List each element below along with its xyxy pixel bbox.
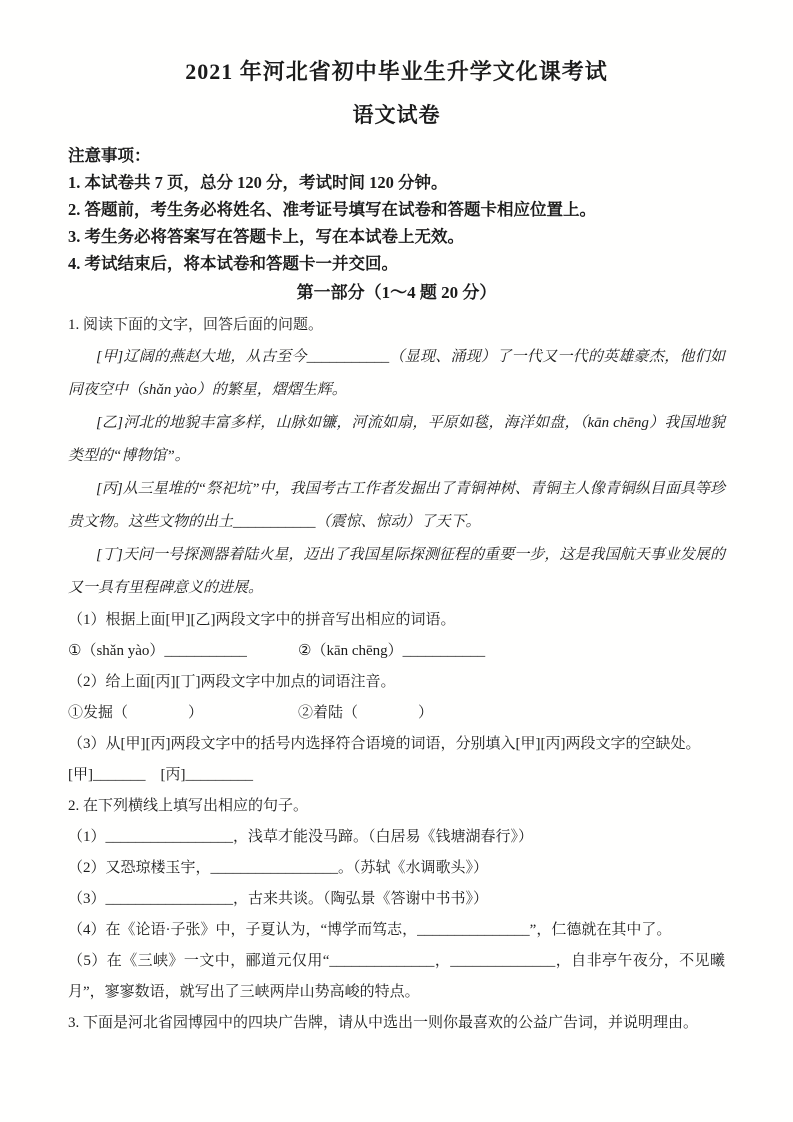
- section-one-heading: 第一部分（1～4 题 20 分）: [296, 283, 497, 302]
- q1-sub1-blank-shanyao: ①（shǎn yào）___________: [68, 643, 247, 659]
- q2-item-5: （5）在《三峡》一文中，郦道元仅用“______________，______________，自非亭午夜分，不见曦月”，寥寥数语，就写出了三峡两岸山势高峻的特点。: [68, 953, 725, 1000]
- q1-sub1-blank-kancheng: ②（kān chēng）___________: [298, 643, 486, 659]
- exam-subtitle: 语文试卷: [352, 103, 441, 127]
- q1-sub3-stem: （3）从[甲][丙]两段文字中的括号内选择符合语境的词语，分别填入[甲][丙]两段文字的空缺处。: [68, 736, 701, 752]
- note-item-3: 3. 考生务必将答案写在答题卡上，写在本试卷上无效。: [68, 227, 464, 246]
- q1-sub2-blank-zhuolu: ②着陆（ ）: [298, 705, 434, 721]
- notes-heading: 注意事项：: [68, 146, 151, 165]
- q1-passage-yi: [乙]河北的地貌丰富多样，山脉如镰，河流如扇，平原如毯，海洋如盘，（kān chēng）我国地貌类型的“博物馆”。: [68, 415, 725, 464]
- q2-item-1: （1）_________________，浅草才能没马蹄。（白居易《钱塘湖春行》）: [68, 829, 534, 845]
- question-2-stem: 2. 在下列横线上填写出相应的句子。: [68, 798, 309, 814]
- q1-sub2-answer-row: [68, 698, 725, 729]
- exam-title: 2021 年河北省初中毕业生升学文化课考试: [185, 59, 608, 84]
- q1-passage-jia: [甲]辽阔的燕赵大地，从古至今___________（显现、涌现）了一代又一代的英雄豪杰，他们如同夜空中（shǎn yào）的繁星，熠熠生辉。: [68, 349, 725, 398]
- notes-section: [68, 142, 725, 277]
- note-item-4: 4. 考试结束后，将本试卷和答题卡一并交回。: [68, 254, 398, 273]
- q1-sub2-stem: （2）给上面[丙][丁]两段文字中加点的词语注音。: [68, 674, 396, 690]
- q2-item-2: （2）又恐琼楼玉宇，_________________。（苏轼《水调歌头》）: [68, 860, 489, 876]
- question-3-stem: 3. 下面是河北省园博园中的四块广告牌，请从中选出一则你最喜欢的公益广告词，并说明理由。: [68, 1015, 699, 1031]
- q2-item-4: （4）在《论语·子张》中，子夏认为，“博学而笃志，_______________”，仁德就在其中了。: [68, 922, 672, 938]
- q2-item-3: （3）_________________，古来共谈。（陶弘景《答谢中书书》）: [68, 891, 489, 907]
- q1-passage-ding: [丁]天问一号探测器着陆火星，迈出了我国星际探测征程的重要一步，这是我国航天事业发展的又一具有里程碑意义的进展。: [68, 547, 725, 596]
- note-item-2: 2. 答题前，考生务必将姓名、准考证号填写在试卷和答题卡相应位置上。: [68, 200, 596, 219]
- q1-sub1-stem: （1）根据上面[甲][乙]两段文字中的拼音写出相应的词语。: [68, 612, 456, 628]
- question-1-stem: 1. 阅读下面的文字，回答后面的问题。: [68, 317, 324, 333]
- note-item-1: 1. 本试卷共 7 页，总分 120 分，考试时间 120 分钟。: [68, 173, 448, 192]
- q1-sub3-blanks: [甲]_______ [丙]_________: [68, 767, 253, 783]
- q1-sub1-answer-row: [68, 636, 725, 667]
- q1-passage-bing: [丙]从三星堆的“祭祀坑”中，我国考古工作者发掘出了青铜神树、青铜主人像青铜纵目面具等珍贵文物。这些文物的出土___________（震惊、惊动）了天下。: [68, 481, 725, 530]
- q1-sub2-blank-fajue: ①发掘（ ）: [68, 705, 204, 721]
